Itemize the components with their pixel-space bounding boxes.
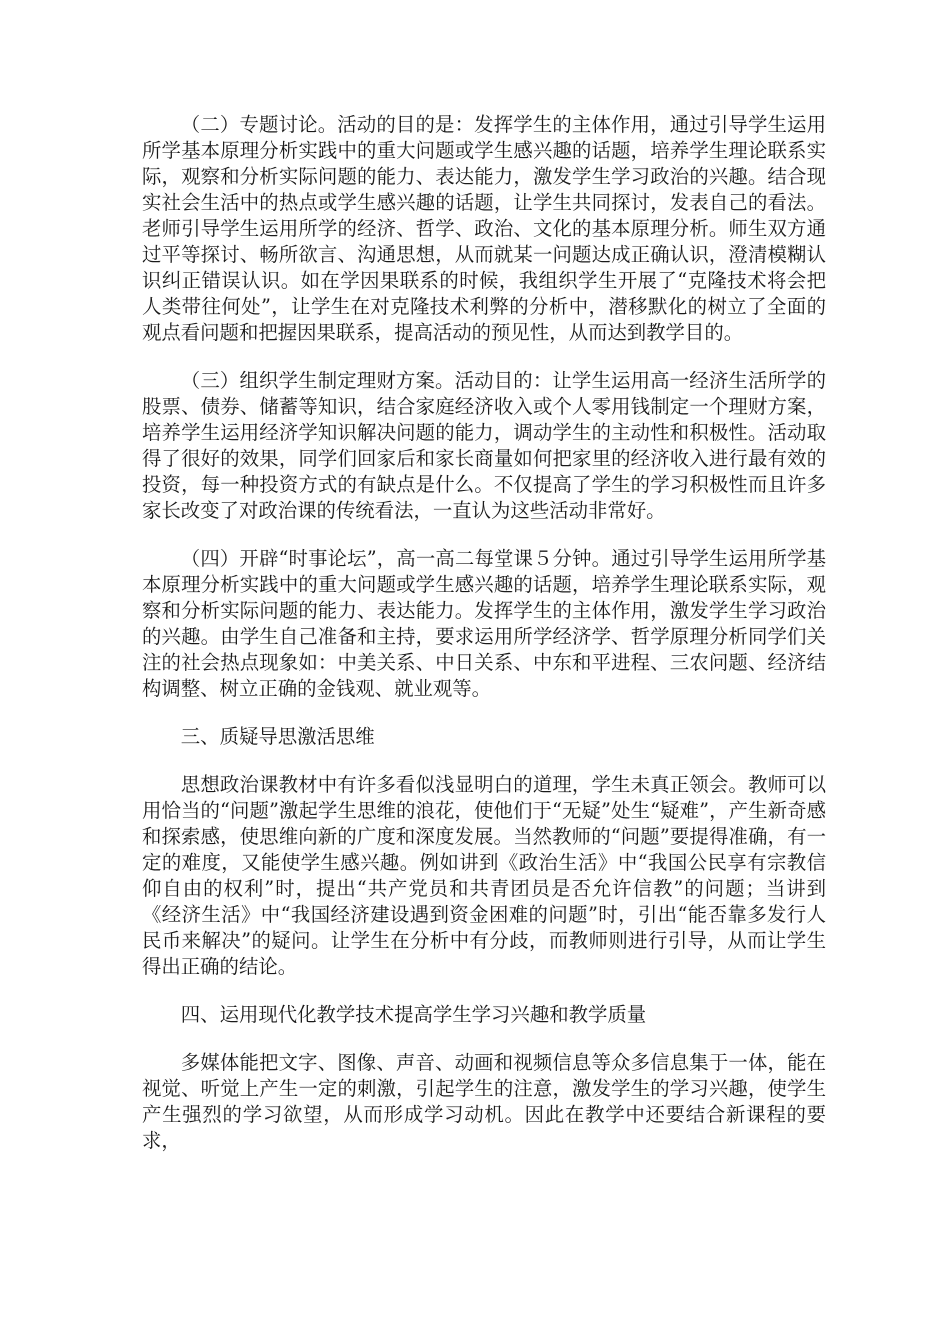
document-page xyxy=(142,112,826,1176)
paragraph-current-affairs-forum: （四）开辟“时事论坛”，高一高二每堂课５分钟。通过引导学生运用所学基本原理分析实践中的重大问题或学生感兴趣的话题，培养学生理论联系实际，观察和分析实际问题的能力、表达能力。发挥学生的主体作用，激发学生学习政治的兴趣。由学生自己准备和主持，要求运用所学经济学、哲学原理分析同学们关注的社会热点现象如：中美关系、中日关系、中东和平进程、三农问题、经济结构调整、树立正确的金钱观、就业观等。 xyxy=(142,547,826,700)
section-heading-modern-technology: 四、运用现代化教学技术提高学生学习兴趣和教学质量 xyxy=(180,1003,647,1026)
paragraph-topic-discussion: （二）专题讨论。活动的目的是：发挥学生的主体作用，通过引导学生运用所学基本原理分析实践中的重大问题或学生感兴趣的话题，培养学生理论联系实际，观察和分析实际问题的能力、表达能力，激发学生学习政治的兴趣。结合现实社会生活中的热点或学生感兴趣的话题，让学生共同探讨，发表自己的看法。老师引导学生运用所学的经济、哲学、政治、文化的基本原理分析。师生双方通过平等探讨、畅所欲言、沟通思想，从而就某一问题达成正确认识，澄清模糊认识纠正错误认识。如在学因果联系的时候，我组织学生开展了“克隆技术将会把人类带往何处”，让学生在对克隆技术利弊的分析中，潜移默化的树立了全面的观点看问题和把握因果联系，提高活动的预见性，从而达到教学目的。 xyxy=(142,113,826,344)
paragraph-multimedia: 多媒体能把文字、图像、声音、动画和视频信息等众多信息集于一体，能在视觉、听觉上产生一定的刺激，引起学生的注意，激发学生的学习兴趣，使学生产生强烈的学习欲望，从而形成学习动机。因此在教学中还要结合新课程的要求， xyxy=(142,1051,826,1152)
section-heading-questioning: 三、质疑导思激活思维 xyxy=(180,725,375,748)
paragraph-financial-plan: （三）组织学生制定理财方案。活动目的：让学生运用高一经济生活所学的股票、债券、储蓄等知识，结合家庭经济收入或个人零用钱制定一个理财方案，培养学生运用经济学知识解决问题的能力，调动学生的主动性和积极性。活动取得了很好的效果，同学们回家后和家长商量如何把家里的经济收入进行最有效的投资，每一种投资方式的有缺点是什么。不仅提高了学生的学习积极性而且许多家长改变了对政治课的传统看法，一直认为这些活动非常好。 xyxy=(142,369,826,522)
paragraph-questioning: 思想政治课教材中有许多看似浅显明白的道理，学生未真正领会。教师可以用恰当的“问题”激起学生思维的浪花，使他们于“无疑”处生“疑难”，产生新奇感和探索感，使思维向新的广度和深度发展。当然教师的“问题”要提得准确，有一定的难度，又能使学生感兴趣。例如讲到《政治生活》中“我国公民享有宗教信仰自由的权利”时，提出“共产党员和共青团员是否允许信教”的问题；当讲到《经济生活》中“我国经济建设遇到资金困难的问题”时，引出“能否靠多发行人民币来解决”的疑问。让学生在分析中有分歧，而教师则进行引导，从而让学生得出正确的结论。 xyxy=(142,773,826,978)
